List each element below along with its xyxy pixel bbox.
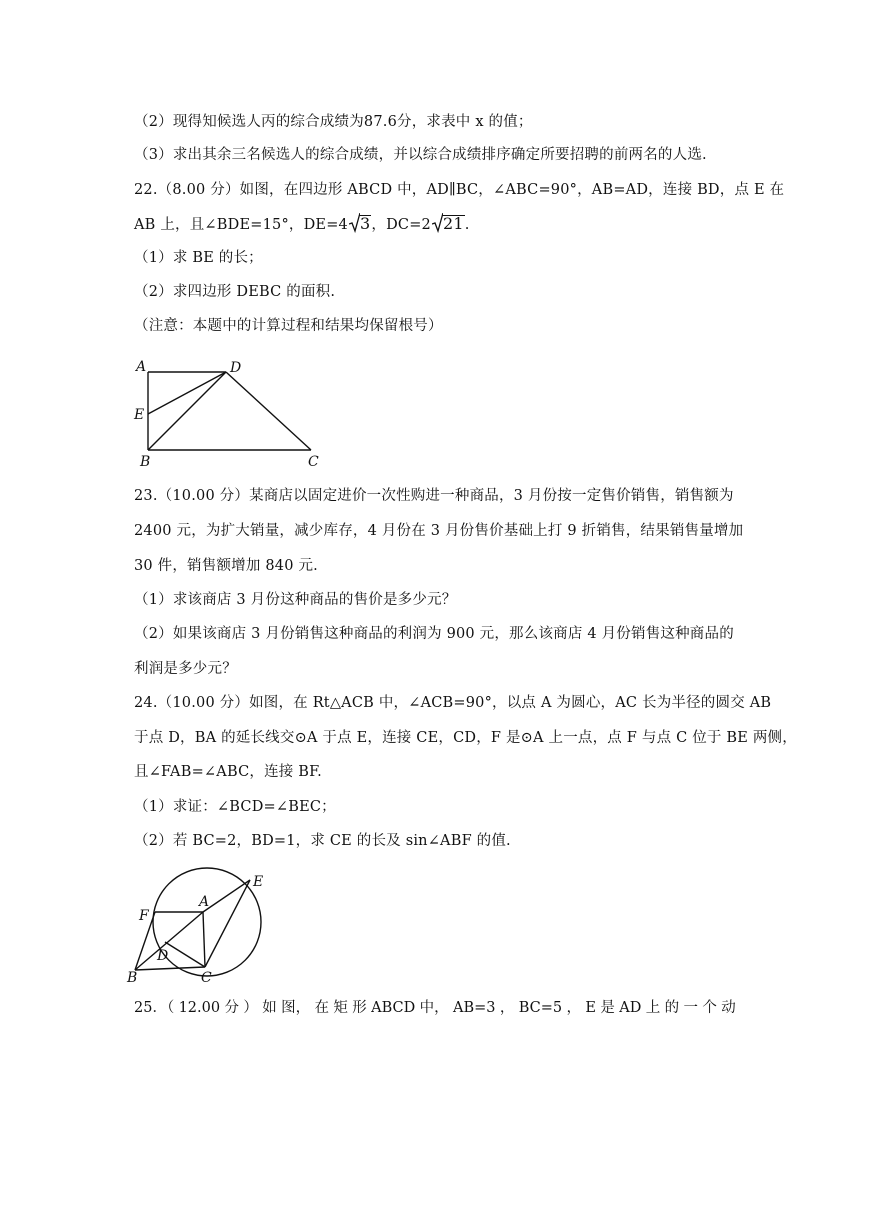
sqrt-21-radicand: 21 — [443, 214, 464, 233]
q21-part2: （2）现得知候选人丙的综合成绩为87.6分，求表中 x 的值； — [134, 114, 533, 130]
q22-part1: （1）求 BE 的长； — [134, 250, 263, 266]
label-D: D — [157, 948, 169, 964]
sqrt-3-radicand: 3 — [360, 214, 371, 233]
q22-line2-text-b: ，DC=2 — [371, 217, 431, 233]
q23-line3: 30 件，销售额增加 840 元. — [134, 558, 318, 574]
q25-word: 在 — [314, 1000, 329, 1016]
q25-word: 25．（ — [134, 1000, 175, 1016]
sqrt-3 — [349, 215, 371, 235]
q25-word: ABCD — [371, 1000, 416, 1016]
q25-word: AB=3 — [452, 1000, 496, 1016]
q25-word: BC=5 — [518, 1000, 563, 1016]
q25-word: 矩 — [333, 1000, 348, 1016]
q23-line1: 23.（10.00 分）某商店以固定进价一次性购进一种商品，3 月份按一定售价销售，销售额为 — [134, 488, 734, 504]
q25-word: 上 — [645, 1000, 661, 1016]
q25-word: 一 — [683, 1000, 698, 1016]
label-E: E — [253, 874, 264, 890]
q22-heading: 22.（8.00 分）如图，在四边形 ABCD 中，AD∥BC，∠ABC=90°，AB=AD，连接 BD，点 E 在 — [134, 182, 785, 198]
q25-word: 形 — [352, 1000, 367, 1016]
q25-word: 如 — [262, 1000, 277, 1016]
q25-line1 — [134, 998, 736, 1018]
label-A: A — [136, 359, 147, 375]
q25-word: 分 — [224, 1000, 239, 1016]
label-B: B — [140, 454, 151, 470]
q24-part1: （1）求证：∠BCD=∠BEC； — [134, 799, 336, 815]
q25-word: 中， — [419, 1000, 449, 1016]
q25-word: AD — [619, 1000, 642, 1016]
q25-word: 的 — [664, 1000, 680, 1016]
label-E: E — [134, 407, 145, 423]
q25-word: 图， — [281, 1000, 311, 1016]
q22-line2-text-c: . — [464, 217, 470, 233]
q25-word: E — [585, 1000, 596, 1016]
q25-word: ） — [243, 1000, 258, 1016]
label-C: C — [201, 970, 212, 986]
quadrilateral-figure — [128, 352, 328, 472]
q22-part2: （2）求四边形 DEBC 的面积. — [134, 284, 336, 300]
q24-line2: 于点 D，BA 的延长线交⊙A 于点 E，连接 CE，CD，F 是⊙A 上一点，点 F 与点 C 位于 BE 两侧， — [134, 730, 797, 746]
label-B: B — [127, 970, 138, 986]
label-A: A — [199, 894, 210, 910]
q23-line2: 2400 元，为扩大销量，减少库存，4 月份在 3 月份售价基础上打 9 折销售，结果销售量增加 — [134, 523, 744, 539]
q25-word: 个 — [702, 1000, 717, 1016]
q21-part3: （3）求出其余三名候选人的综合成绩，并以综合成绩排序确定所要招聘的前两名的人选. — [134, 147, 707, 163]
q23-part2: （2）如果该商店 3 月份销售这种商品的利润为 900 元，那么该商店 4 月份销售这种商品的 — [134, 626, 734, 642]
label-C: C — [308, 454, 319, 470]
circle-figure — [125, 862, 285, 987]
label-D: D — [230, 360, 242, 376]
q25-word: ， — [499, 1000, 515, 1016]
q25-word: ， — [566, 1000, 582, 1016]
sqrt-21 — [432, 215, 465, 235]
q22-line2-text-a: AB 上，且∠BDE=15°，DE=4 — [134, 217, 348, 233]
q24-part2: （2）若 BC=2，BD=1，求 CE 的长及 sin∠ABF 的值. — [134, 833, 511, 849]
q24-line3: 且∠FAB=∠ABC，连接 BF. — [134, 764, 322, 780]
label-F: F — [139, 908, 149, 924]
q23-part1: （1）求该商店 3 月份这种商品的售价是多少元？ — [134, 592, 457, 608]
q24-line1: 24.（10.00 分）如图，在 Rt△ACB 中，∠ACB=90°，以点 A 为圆心，AC 长为半径的圆交 AB — [134, 695, 772, 711]
q25-word: 动 — [721, 1000, 736, 1016]
q22-line2 — [134, 215, 470, 235]
q23-part2-cont: 利润是多少元？ — [134, 661, 237, 677]
q25-word: 是 — [600, 1000, 615, 1016]
q25-word: 12.00 — [178, 1000, 221, 1016]
q22-note: （注意：本题中的计算过程和结果均保留根号） — [134, 318, 443, 334]
